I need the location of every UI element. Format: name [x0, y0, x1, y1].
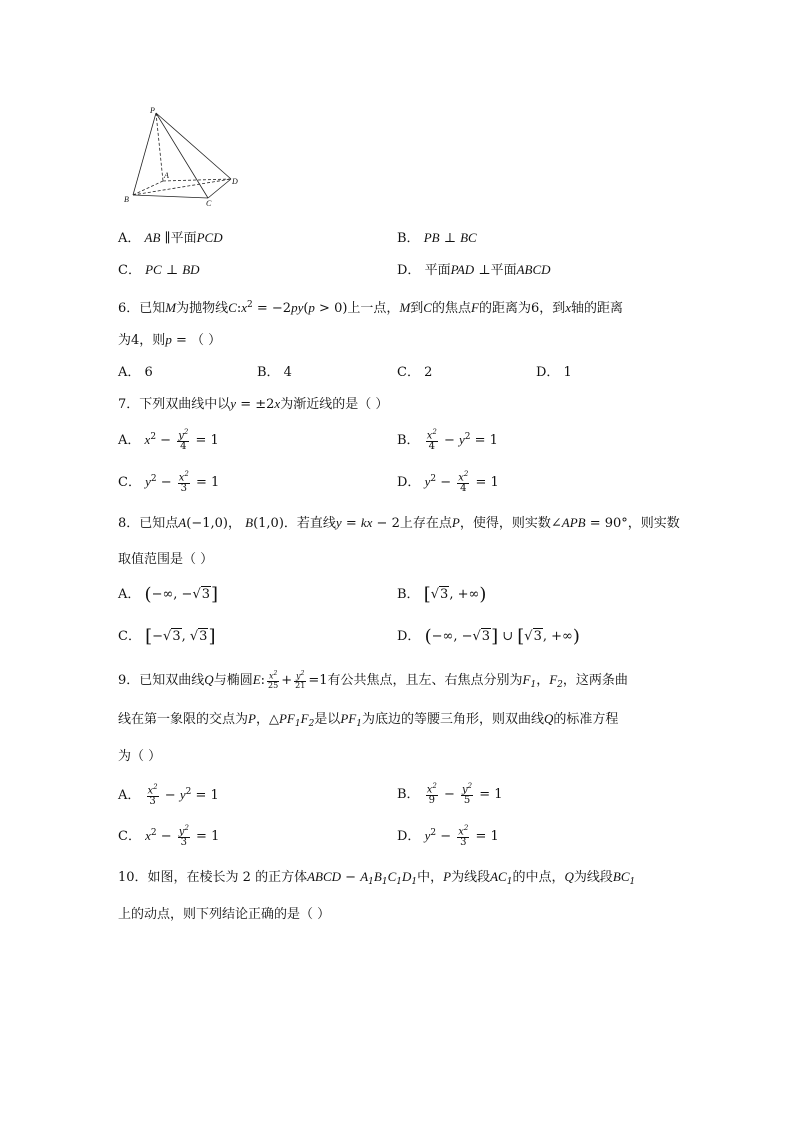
q7-option-c[interactable]: C． $y^2$ − $\frac{x^2}{3}$ = 1 — [118, 469, 220, 495]
q7-stem: 7．下列双曲线中以y = ±2x为渐近线的是（ ） — [118, 396, 389, 412]
q8-option-b[interactable]: B． [√3, +∞) — [397, 584, 487, 605]
q8-option-a[interactable]: A． (−∞, −√3] — [118, 584, 219, 605]
q5-option-d[interactable]: D． 平面PAD ⊥平面ABCD — [397, 262, 551, 278]
q5-option-a[interactable]: A． AB ∥平面PCD — [118, 230, 223, 246]
q9-stem-line1: 9．已知双曲线Q与椭圆E: $\frac{x^2}{25}$ + $\frac{y^2}{21}$ =1有公共焦点，且左、右焦点分别为$F_1$，$F_2$，这两条曲 — [118, 670, 628, 690]
q6-option-b[interactable]: B． 4 — [257, 365, 292, 380]
q5-option-b[interactable]: B． PB ⊥ BC — [397, 230, 477, 246]
q6-option-c[interactable]: C． 2 — [397, 365, 433, 380]
q9-option-c[interactable]: C． $x^2$ − $\frac{y^2}{3}$ = 1 — [118, 823, 220, 849]
q5-option-c[interactable]: C． PC ⊥ BD — [118, 262, 200, 278]
q8-option-c[interactable]: C． [−√3, √3] — [118, 626, 216, 647]
q7-option-b[interactable]: B． $\frac{x^2}{4}$ − $y^2 = 1$ — [397, 427, 498, 453]
q9-stem-line3: 为（ ） — [118, 749, 162, 764]
vertex-label-c: C — [206, 199, 212, 208]
q8-stem-line2: 取值范围是（ ） — [118, 552, 214, 567]
q9-option-b[interactable]: B． $\frac{x^2}{9}$ − $\frac{y^2}{5}$ = 1 — [397, 782, 503, 807]
pyramid-figure — [118, 103, 248, 208]
vertex-label-d: D — [232, 177, 238, 186]
q6-option-d[interactable]: D． 1 — [536, 365, 572, 380]
q10-stem-line1: 10．如图，在棱长为 2 的正方体ABCD − $A_1B_1C_1D_1$中，P为线段$AC_1$的中点，Q为线段$BC_1$ — [118, 869, 636, 887]
q9-option-a[interactable]: A． $\frac{x^2}{3}$ − $y^2 = 1$ — [118, 782, 219, 808]
q8-option-d[interactable]: D． (−∞, −√3] ∪ [√3, +∞) — [397, 626, 580, 647]
q7-option-a[interactable]: A． $x^2$ − $\frac{y^2}{4}$ = 1 — [118, 427, 219, 453]
q8-stem-line1: 8．已知点A(−1,0)， B(1,0)．若直线y = kx − 2上存在点P，使得，则实数∠APB = 90°，则实数 — [118, 515, 680, 531]
q6-stem-line1: 6．已知M为抛物线$C:x^2 = -2py(p > 0)$上一点，M到C的焦点F的距离为6，到x轴的距离 — [118, 300, 624, 316]
q10-stem-line2: 上的动点，则下列结论正确的是（ ） — [118, 907, 331, 922]
q7-option-d[interactable]: D． $y^2$ − $\frac{x^2}{4}$ = 1 — [397, 469, 499, 495]
vertex-label-a: A — [164, 171, 169, 180]
q6-stem-line2: 为4，则p = （ ） — [118, 332, 222, 348]
q9-stem-line2: 线在第一象限的交点为P，$\triangle PF_1F_2$是以$PF_1$为底边的等腰三角形，则双曲线Q的标准方程 — [118, 711, 619, 729]
vertex-label-b: B — [124, 195, 129, 204]
q6-option-a[interactable]: A． 6 — [118, 365, 153, 380]
vertex-label-p: P — [150, 106, 155, 115]
q9-option-d[interactable]: D． $y^2$ − $\frac{x^2}{3}$ = 1 — [397, 823, 499, 849]
